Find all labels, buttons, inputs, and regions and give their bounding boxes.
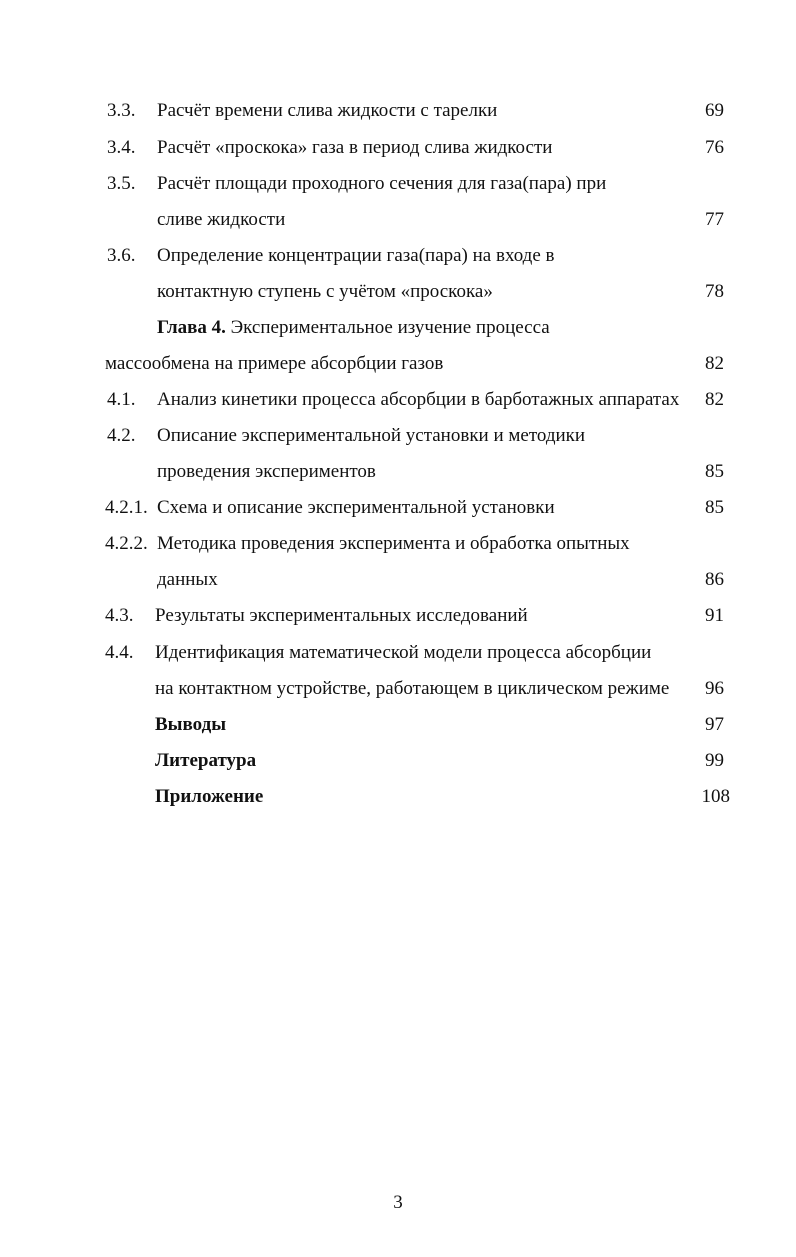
- toc-title: Схема и описание экспериментальной установки: [157, 497, 555, 518]
- toc-title-continued: проведения экспериментов: [157, 461, 376, 482]
- page-number: 3: [393, 1192, 403, 1213]
- toc-number: 3.6.: [107, 245, 136, 266]
- toc-title: Расчёт площади проходного сечения для газа(пара) при: [157, 173, 607, 194]
- toc-title: Расчёт времени слива жидкости с тарелки: [157, 100, 498, 121]
- toc-number: 4.3.: [105, 605, 134, 626]
- toc-number: 4.4.: [105, 642, 134, 663]
- chapter-label: Глава 4.: [157, 317, 226, 338]
- toc-number: 3.5.: [107, 173, 136, 194]
- toc-page: 97: [705, 714, 724, 735]
- toc-page: 91: [705, 605, 724, 626]
- toc-page: 96: [705, 678, 724, 699]
- toc-number: 4.2.: [107, 425, 136, 446]
- toc-section-literature: Литература: [155, 750, 257, 771]
- toc-number: 4.2.1.: [105, 497, 148, 518]
- toc-title: Методика проведения эксперимента и обработка опытных: [157, 533, 630, 554]
- toc-section-appendix: Приложение: [155, 786, 264, 807]
- toc-number: 3.3.: [107, 100, 136, 121]
- toc-title: Идентификация математической модели процесса абсорбции: [155, 642, 652, 663]
- toc-number: 4.2.2.: [105, 533, 148, 554]
- chapter-title-continued: массообмена на примере абсорбции газов: [105, 353, 444, 374]
- toc-page: 99: [705, 750, 724, 771]
- toc-page: 77: [705, 209, 724, 230]
- toc-page: 108: [701, 786, 730, 807]
- toc-title-continued: контактную ступень с учётом «проскока»: [157, 281, 493, 302]
- toc-page: 76: [705, 137, 724, 158]
- toc-page: 78: [705, 281, 724, 302]
- toc-title-continued: данных: [157, 569, 218, 590]
- toc-page: 85: [705, 461, 724, 482]
- toc-page: 85: [705, 497, 724, 518]
- toc-title: Расчёт «проскока» газа в период слива жидкости: [157, 137, 553, 158]
- toc-page: 86: [705, 569, 724, 590]
- toc-page: 82: [705, 389, 724, 410]
- toc-title: Определение концентрации газа(пара) на входе в: [157, 245, 555, 266]
- toc-page: 69: [705, 100, 724, 121]
- toc-title-continued: на контактном устройстве, работающем в циклическом режиме: [155, 678, 670, 699]
- toc-title: Результаты экспериментальных исследований: [155, 605, 528, 626]
- toc-section-conclusions: Выводы: [155, 714, 227, 735]
- toc-title: Анализ кинетики процесса абсорбции в барботажных аппаратах: [157, 389, 680, 410]
- chapter-title: Экспериментальное изучение процесса: [225, 317, 550, 338]
- chapter-heading: [157, 315, 550, 341]
- toc-number: 3.4.: [107, 137, 136, 158]
- toc-title-continued: сливе жидкости: [157, 209, 286, 230]
- toc-number: 4.1.: [107, 389, 136, 410]
- toc-page: 82: [705, 353, 724, 374]
- toc-title: Описание экспериментальной установки и методики: [157, 425, 586, 446]
